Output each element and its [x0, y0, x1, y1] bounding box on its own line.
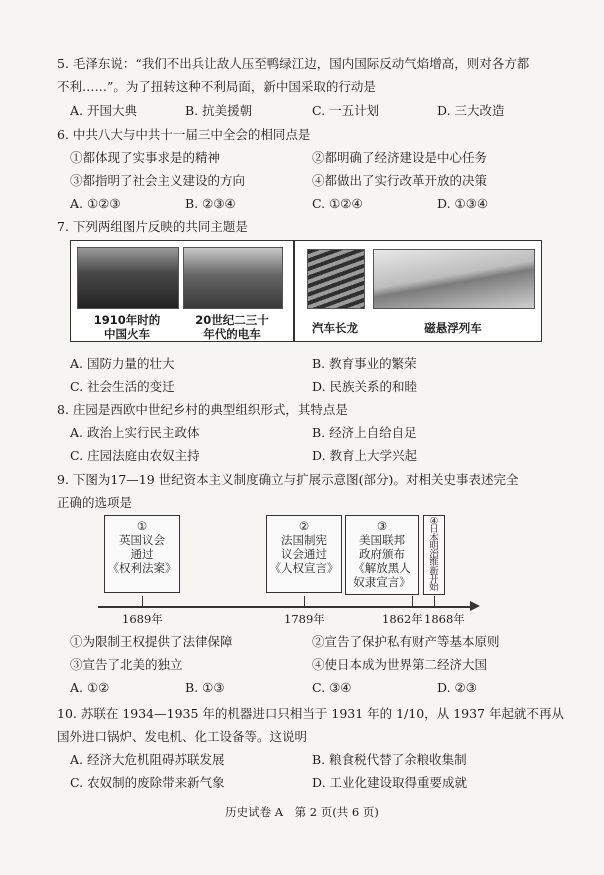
caption-tram: 20世纪二三十 年代的电车	[195, 313, 269, 341]
q9-item-3: ③宣告了北美的独立	[70, 657, 183, 672]
q9-option-b: B. ①③	[185, 680, 225, 695]
q6-option-c: C. ①②④	[312, 196, 363, 211]
q5-stem-line2: 不利……”。为了扭转这种不利局面，新中国采取的行动是	[57, 79, 376, 94]
timeline-event-4	[423, 515, 445, 595]
photo-group-divider	[293, 241, 295, 341]
q7-option-d: D. 民族关系的和睦	[312, 379, 418, 394]
tram-photo	[183, 247, 283, 309]
event-3-number: ③	[376, 519, 388, 533]
caption-1910-train: 1910年时的 中国火车	[93, 313, 161, 341]
year-1862: 1862年	[382, 612, 423, 626]
event-4-text: 新	[429, 565, 439, 577]
timeline-arrow	[470, 601, 480, 611]
event-3-text: 《解放黑人	[353, 561, 411, 575]
year-1868: 1868年	[424, 612, 465, 626]
q8-stem: 8. 庄园是西欧中世纪乡村的典型组织形式，其特点是	[57, 402, 348, 417]
event-1-text: 英国议会	[119, 533, 165, 547]
q9-stem-line2: 正确的选项是	[57, 495, 133, 510]
car-queue-photo	[307, 249, 365, 309]
event-4-text: 明	[429, 540, 439, 552]
q10-stem-line2: 国外进口锅炉、发电机、化工设备等。这说明	[57, 729, 308, 744]
q9-option-a: A. ①②	[70, 680, 110, 695]
page-footer: 历史试卷 A 第 2 页(共 6 页)	[225, 805, 379, 819]
q9-option-d: D. ②③	[437, 680, 477, 695]
q9-item-1: ①为限制王权提供了法律保障	[70, 634, 233, 649]
q6-item-1: ①都体现了实事求是的精神	[70, 150, 221, 165]
timeline-tick-1868	[434, 596, 435, 606]
q9-item-4: ④使日本成为世界第二经济大国	[312, 657, 488, 672]
event-2-text: 《人权宣言》	[269, 561, 339, 575]
q10-option-a: A. 经济大危机阻碍苏联发展	[70, 752, 225, 767]
q6-option-d: D. ①③④	[437, 196, 489, 211]
q10-stem-line1: 10. 苏联在 1934—1935 年的机器进口只相当于 1931 年的 1/10，从 1937 年起就不再从	[57, 706, 564, 721]
q7-option-b: B. 教育事业的繁荣	[312, 356, 417, 371]
q5-option-a: A. 开国大典	[70, 103, 137, 118]
timeline-event-2	[266, 515, 342, 593]
q7-option-a: A. 国防力量的壮大	[70, 356, 175, 371]
q9-stem-line1: 9. 下图为17—19 世纪资本主义制度确立与扩展示意图(部分)。对相关史事表述完全	[57, 472, 519, 487]
timeline-event-1	[104, 515, 180, 593]
caption-car-queue: 汽车长龙	[312, 321, 358, 335]
q6-stem: 6. 中共八大与中共十一届三中全会的相同点是	[57, 127, 311, 142]
event-4-text: 始	[429, 582, 439, 594]
q7-stem: 7. 下列两组图片反映的共同主题是	[57, 219, 248, 234]
event-3-text: 奴隶宣言》	[353, 575, 411, 589]
event-4-number: ④	[429, 516, 439, 527]
q8-option-b: B. 经济上自给自足	[312, 425, 417, 440]
q6-item-3: ③都指明了社会主义建设的方向	[70, 173, 246, 188]
event-4-text: 治	[429, 549, 439, 561]
q5-option-d: D. 三大改造	[437, 103, 505, 118]
event-3-text: 美国联邦	[359, 533, 405, 547]
year-1689: 1689年	[122, 612, 163, 626]
event-1-text: 《权利法案》	[107, 561, 177, 575]
q9-item-2: ②宣告了保护私有财产等基本原则	[312, 634, 500, 649]
q10-option-b: B. 粮食税代替了余粮收集制	[312, 752, 467, 767]
q8-option-c: C. 庄园法庭由农奴主持	[70, 448, 200, 463]
event-4-text: 日	[429, 524, 439, 536]
q10-option-d: D. 工业化建设取得重要成就	[312, 775, 468, 790]
event-2-text: 议会通过	[281, 547, 327, 561]
q10-option-c: C. 农奴制的废除带来新气象	[70, 775, 225, 790]
year-1789: 1789年	[284, 612, 325, 626]
timeline-event-3	[345, 515, 419, 595]
event-1-number: ①	[136, 519, 148, 533]
caption-maglev: 磁悬浮列车	[424, 321, 482, 335]
q5-option-b: B. 抗美援朝	[185, 103, 253, 118]
event-4-text: 本	[429, 532, 439, 544]
q8-option-d: D. 教育上大学兴起	[312, 448, 418, 463]
timeline-tick-1862	[412, 596, 413, 606]
event-3-text: 政府颁布	[359, 547, 405, 561]
q5-option-c: C. 一五计划	[312, 103, 380, 118]
event-4-text: 开	[429, 574, 439, 586]
q7-photo-panel	[70, 240, 542, 342]
q6-item-2: ②都明确了经济建设是中心任务	[312, 150, 488, 165]
old-train-photo	[77, 247, 179, 309]
timeline-axis	[98, 606, 474, 608]
q6-option-a: A. ①②③	[70, 196, 121, 211]
maglev-train-photo	[373, 249, 535, 309]
event-2-number: ②	[298, 519, 310, 533]
q7-option-c: C. 社会生活的变迁	[70, 379, 175, 394]
q6-option-b: B. ②③④	[185, 196, 236, 211]
q8-option-a: A. 政治上实行民主政体	[70, 425, 200, 440]
timeline-tick-1789	[304, 596, 305, 606]
timeline-tick-1689	[142, 596, 143, 606]
q9-option-c: C. ③④	[312, 680, 352, 695]
event-2-text: 法国制宪	[281, 533, 327, 547]
q6-item-4: ④都做出了实行改革开放的决策	[312, 173, 488, 188]
event-4-text: 维	[429, 557, 439, 569]
q5-stem-line1: 5. 毛泽东说：“我们不出兵让敌人压至鸭绿江边，国内国际反动气焰增高，则对各方都	[57, 56, 530, 71]
event-1-text: 通过	[130, 547, 154, 561]
